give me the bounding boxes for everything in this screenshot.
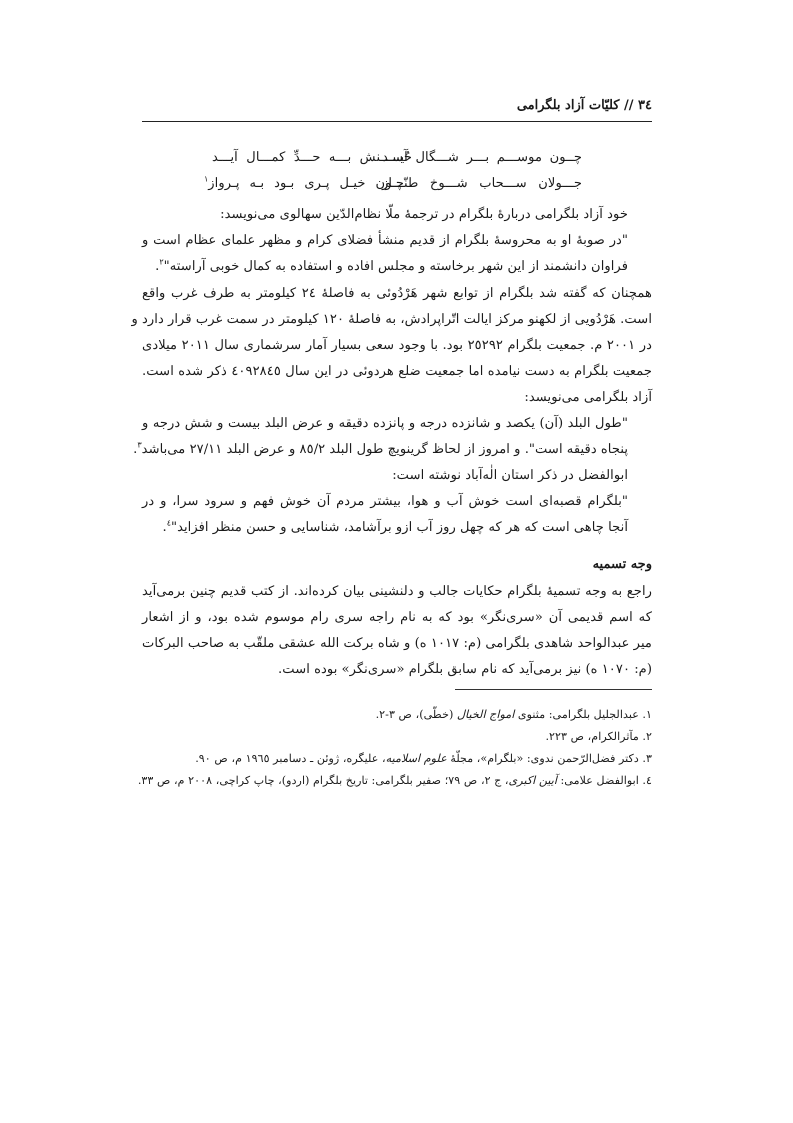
- body-line: آنجا چاهی است که هر که چهل روز آب ازو برآشامد، شناسایی و حسن منظر افزاید"$^٤$.: [162, 518, 628, 535]
- body-line: جمعیت بلگرام به دست نیامده اما جمعیت ضلع هردوئی در این سال ٤٠٩٢٨٤٥ ذکر شده است.: [142, 364, 652, 379]
- body-line: ابوالفضل در ذکر استان الٰه‌آباد نوشته است:: [392, 468, 628, 483]
- footnote-marker: ١: [204, 174, 209, 184]
- body-line: همچنان که گفته شد بلگرام از توابع شهر هَرْدُوئی به فاصلهٔ ٢٤ کیلومتر به طرف غرب واقع: [142, 286, 652, 301]
- section-heading: وجه تسمیه: [592, 557, 652, 572]
- body-line: آزاد بلگرامی می‌نویسد:: [524, 390, 652, 405]
- footnote-rule: [455, 689, 652, 690]
- footnote-text: ، علیگره، ژوئن ـ دسامبر ١٩٦٥ م، ص ٩٠.: [195, 752, 386, 765]
- footnote-text: ٤. ابوالفضل علامی:: [556, 774, 652, 787]
- footnote: [142, 729, 652, 745]
- footnote-text: (خطّی)، ص ٣-٢.: [375, 708, 457, 721]
- footnote-text: ١. عبدالجلیل بلگرامی: مثنوی: [514, 708, 652, 721]
- footnote-title: امواج الخیال: [456, 708, 515, 721]
- body-line: "طول البلد (آن) یکصد و شانزده درجه و پانزده دقیقه و عرض البلد بیست و شش درجه و: [142, 416, 628, 431]
- section-line: که اسم قدیمی آن «سری‌نگر» بود که به نام راجه سری رام موسوم شده بود، و از اشعار: [142, 610, 652, 625]
- body-line: فراوان دانشمند از این شهر برخاسته و مجلس افاده و استفاده به کمال خوبی آراسته"$^٢$.: [155, 257, 628, 274]
- poem-line: [142, 176, 652, 198]
- poem-hemistich-left: [204, 176, 404, 191]
- footnote: [142, 707, 652, 723]
- poem-line: [142, 150, 652, 172]
- body-line: "بلگرام قصبه‌ای است خوش آب و هوا، بیشتر مردم آن خوش فهم و سرود سرا، و در: [142, 494, 628, 509]
- running-header-title: ٣٤ // کلیّات آزاد بلگرامی: [516, 98, 652, 113]
- body-line-text: فراوان دانشمند از این شهر برخاسته و مجلس افاده و استفاده به کمال خوبی آراسته": [163, 259, 628, 274]
- section-line: (م: ١٠٧٠ ه) نیز برمی‌آید که نام سابق بلگرام «سری‌نگر» بوده است.: [278, 662, 652, 677]
- footnote-title: علوم اسلامیه: [385, 752, 447, 765]
- footnote-text: ٣. دکتر فضل‌الرّحمن ندوی: «بلگرام»، مجلّهٔ: [446, 752, 652, 765]
- footnote-marker: ٤: [166, 518, 172, 528]
- poem-hemistich-left: حُســـنش بـــه حـــدِّ کمـــال آیـــد: [212, 150, 412, 165]
- body-line: است. هَرْدُویی از لکهنو مرکز ایالت اتّراپرادش، به فاصلهٔ ١٢٠ کیلومتر در سمت غرب قرار دارد و: [131, 312, 652, 327]
- section-line: میر عبدالواحد شاهدی بلگرامی (م: ١٠١٧ ه) و شاه برکت الله عشقی ملقّب به صاحب البرکات: [142, 636, 652, 651]
- footnote-marker: ٣: [137, 440, 142, 450]
- body-line: خود آزاد بلگرامی دربارهٔ بلگرام در ترجمهٔ ملّا نظام‌الدّین سهالوی می‌نویسد:: [220, 207, 628, 222]
- footnote: [142, 751, 652, 767]
- footnote: [137, 773, 652, 789]
- body-line-text: پنجاه دقیقه است". و امروز از لحاظ گرینویچ طول البلد ٨٥/٢ و عرض البلد ٢٧/١١ می‌باشد: [141, 442, 628, 457]
- footnote-title: آیین اکبری: [508, 774, 557, 787]
- footnote-text: ٢. مآثرالکرام، ص ٢٢٣.: [545, 730, 652, 743]
- body-line: "در صوبهٔ او به محروسهٔ بلگرام از قدیم منشأ فضلای کرام و مظهر علمای عظام است و: [142, 233, 628, 248]
- footnote-marker: ٢: [159, 257, 164, 267]
- header-rule: [142, 121, 652, 122]
- body-line: در ٢٠٠١ م. جمعیت بلگرام ٢٥٢٩٢ بود. با وجود سعی بسیار آمار سرشماری سال ٢٠١١ میلادی: [142, 338, 652, 353]
- body-line: پنجاه دقیقه است". و امروز از لحاظ گرینویچ طول البلد ٨٥/٢ و عرض البلد ٢٧/١١ می‌باشد$^٣$.: [133, 440, 628, 457]
- footnote-text: ، ج ٢، ص ٧٩؛ صفیر بلگرامی: تاریخ بلگرام (اردو)، چاپ کراچی، ٢٠٠٨ م، ص ٣٣.: [137, 774, 509, 787]
- poem-hemistich-right: جـــولان ســـحاب شـــوخ طنّـــاز: [382, 176, 582, 191]
- body-line-text: آنجا چاهی است که هر که چهل روز آب ازو برآشامد، شناسایی و حسن منظر افزاید": [171, 520, 628, 535]
- section-line: راجع به وجه تسمیهٔ بلگرام حکایات جالب و دلنشینی بیان کرده‌اند. از کتب قدیم چنین برمی‌آید: [142, 584, 652, 599]
- running-header: [142, 98, 652, 120]
- poem-hemistich-left-text: چـون خیـل پـری بـود بـه پـرواز: [208, 176, 404, 191]
- poem-hemistich-right: چــون موســـم بـــر شـــگال آیـــد: [382, 150, 582, 165]
